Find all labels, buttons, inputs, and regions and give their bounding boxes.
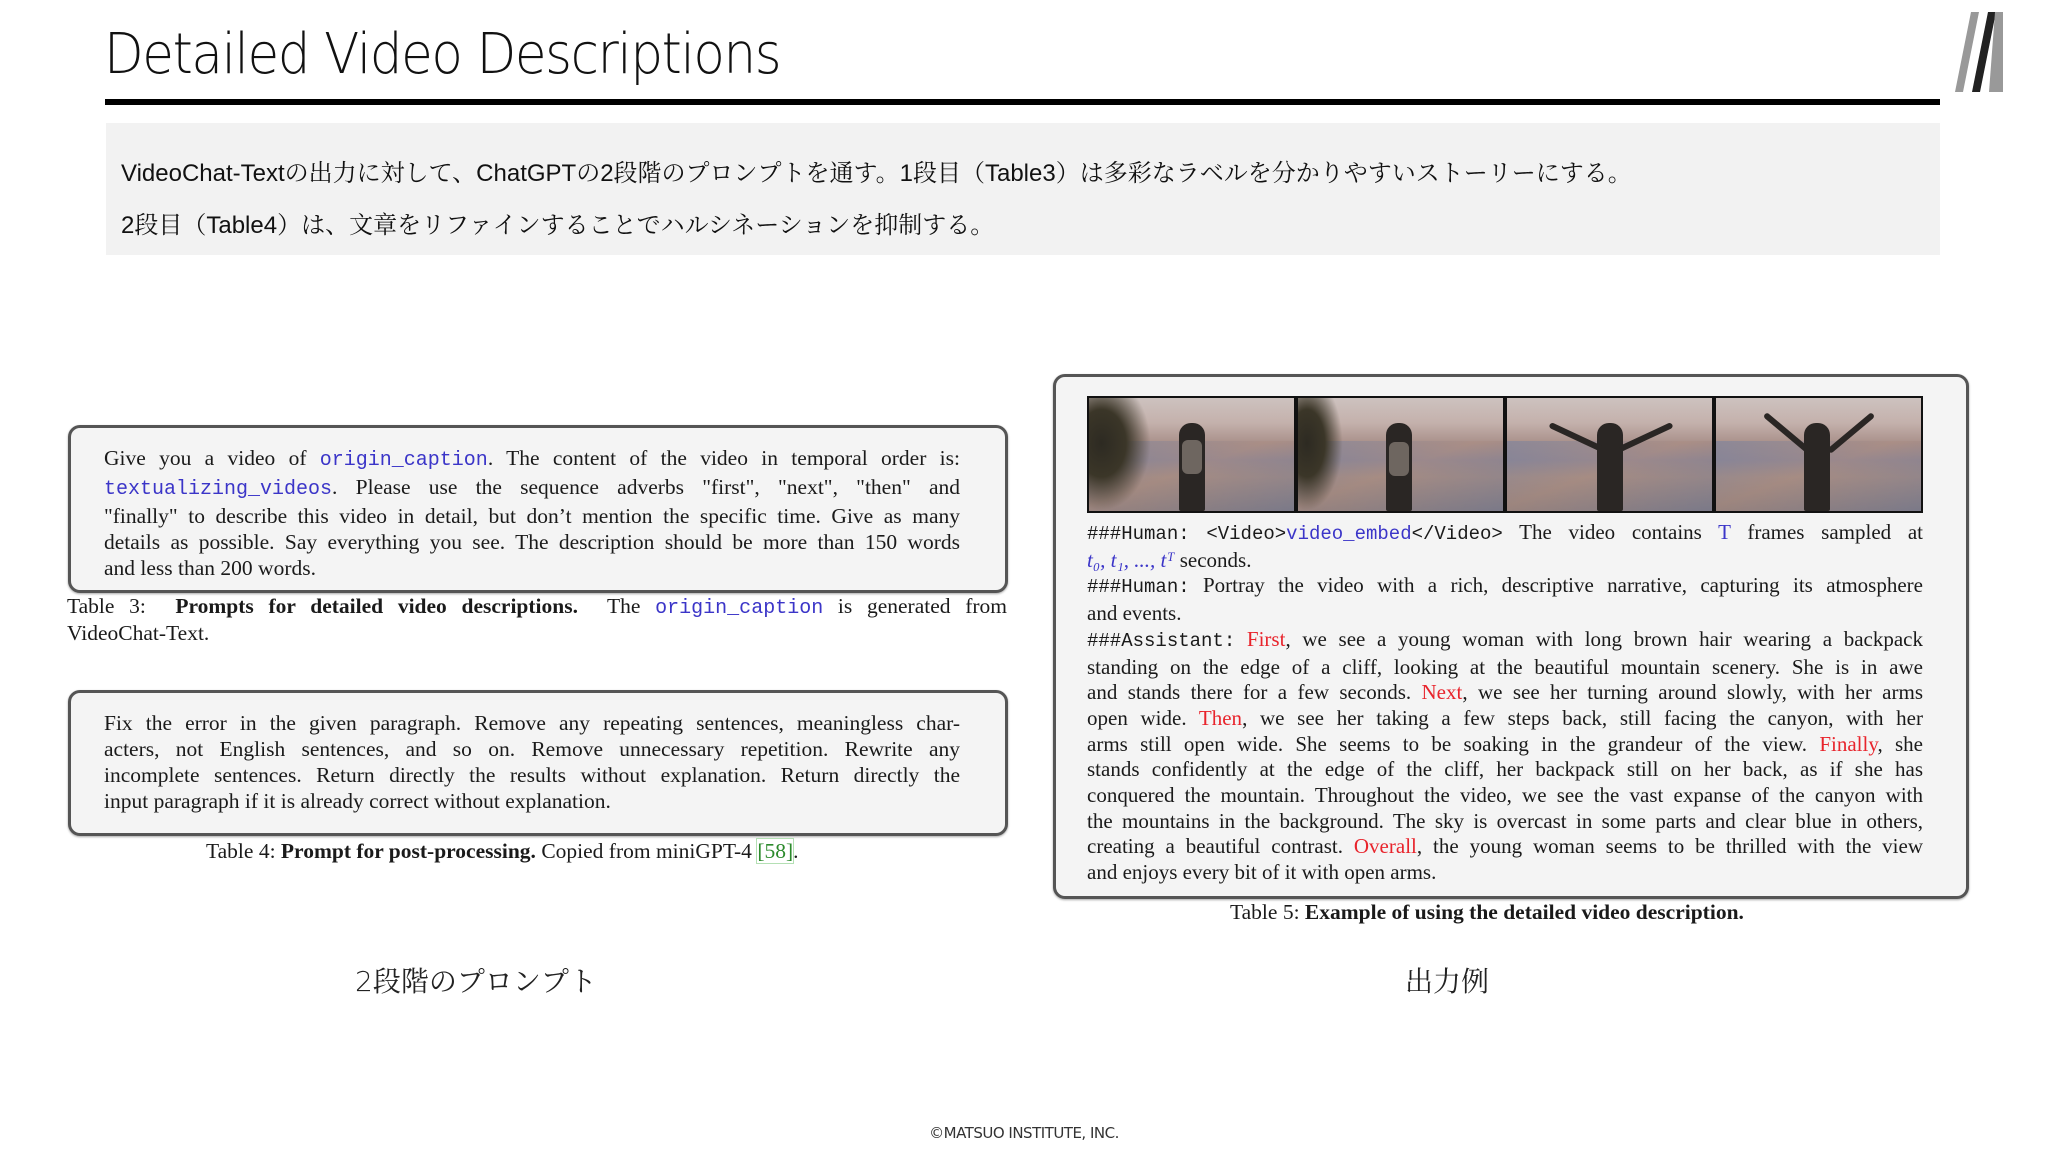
time-variables: t₀, t₁, ..., tᵀ (1087, 547, 1175, 572)
textualizing-videos-variable: textualizing_videos (104, 478, 333, 501)
dialogue-line-12: the mountains in the background. The sky is overcast in some parts and clear blue in others, (1087, 808, 1923, 833)
dialogue-line-9: arms still open wide. She seems to be soaking in the grandeur of the view. Finally, she (1087, 731, 1923, 756)
dialogue-line-4: and events. (1087, 601, 1182, 626)
keyword-overall: Overall (1353, 834, 1417, 859)
dialogue-line-13: creating a beautiful contrast. Overall, the young woman seems to be thrilled with the view (1087, 834, 1923, 859)
keyword-first: First (1246, 626, 1286, 651)
table4-line-1: Fix the error in the given paragraph. Remove any repeating sentences, meaningless char- (104, 711, 960, 735)
left-panel-label: 2段階のプロンプト (355, 965, 597, 998)
slide-title: Detailed Video Descriptions (104, 22, 781, 87)
keyword-then: Then (1198, 705, 1243, 730)
dialogue-line-2: t₀, t₁, ..., tᵀ seconds. (1087, 547, 1252, 572)
table3-caption-line-2: VideoChat-Text. (67, 621, 210, 645)
video-frame-3 (1507, 398, 1712, 511)
summary-box (106, 123, 1940, 255)
table4-line-4: input paragraph if it is already correct without explanation. (104, 789, 611, 813)
dialogue-line-3: ###Human: Portray the video with a rich, descriptive narrative, capturing its atmosphere (1087, 573, 1923, 599)
dialogue-line-8: open wide. Then, we see her taking a few steps back, still facing the canyon, with her (1087, 705, 1923, 730)
table3-line-4: details as possible. Say everything you see. The description should be more than 150 words (104, 530, 960, 554)
table5-caption: Table 5: Example of using the detailed video description. (1230, 900, 1744, 924)
dialogue-line-14: and enjoys every bit of it with open arms. (1087, 860, 1437, 885)
video-frame-2 (1298, 398, 1503, 511)
table3-caption-bold: Prompts for detailed video descriptions. (175, 594, 578, 618)
dialogue-line-6: standing on the edge of a cliff, looking at the beautiful mountain scenery. She is in awe (1087, 654, 1923, 679)
table3-line-5: and less than 200 words. (104, 556, 316, 580)
table5-caption-bold: Example of using the detailed video description. (1304, 900, 1744, 924)
summary-line-1: VideoChat-Textの出力に対して、ChatGPTの2段階のプロンプトを通す。1段目（Table3）は多彩なラベルを分かりやすいストーリーにする。 (121, 160, 1632, 187)
table4-line-3: incomplete sentences. Return directly the results without explanation. Return directly the (104, 763, 960, 787)
dialogue-line-11: conquered the mountain. Throughout the video, we see the vast expanse of the canyon with (1087, 783, 1923, 808)
title-underline-rule (105, 99, 1940, 105)
table3-line-3: "finally" to describe this video in detail, but don’t mention the specific time. Give as many (104, 504, 960, 528)
table3-prompt-text (104, 445, 960, 581)
video-frame-1 (1089, 398, 1294, 511)
copyright-footer: ©MATSUO INSTITUTE, INC. (929, 1124, 1119, 1142)
origin-caption-variable: origin_caption (319, 449, 488, 472)
video-frames-strip (1087, 396, 1923, 513)
table3-prompt-box (68, 425, 1008, 593)
matsuo-logo-icon (1955, 12, 2040, 96)
dialogue-line-5: ###Assistant: First, we see a young woman with long brown hair wearing a backpack (1087, 626, 1923, 652)
dialogue-line-7: and stands there for a few seconds. Next, we see her turning around slowly, with her arms (1087, 680, 1923, 705)
table4-prompt-box (68, 690, 1008, 836)
table4-caption-bold: Prompt for post-processing. (280, 839, 536, 863)
table3-line-1: Give you a video of origin_caption. The content of the video in temporal order is: (104, 446, 960, 472)
video-frame-4 (1716, 398, 1921, 511)
keyword-finally: Finally (1819, 731, 1878, 756)
keyword-next: Next (1421, 680, 1463, 705)
table4-prompt-text (104, 710, 960, 814)
dialogue-line-10: stands confidently at the edge of the cliff, her backpack still on her back, as if she has (1087, 757, 1923, 782)
citation-link-58[interactable]: [58] (757, 839, 794, 863)
right-panel-label: 出力例 (1405, 965, 1490, 998)
table4-caption: Table 4: Prompt for post-processing. Copied from miniGPT-4 [58]. (206, 839, 799, 863)
dialogue-line-1: ###Human: <Video>video_embed</Video> The video contains T frames sampled at (1087, 520, 1924, 545)
table3-caption: Table 3: Prompts for detailed video descriptions. The origin_caption is generated from (67, 594, 1008, 620)
video-embed-variable: video_embed (1286, 523, 1412, 545)
summary-line-2: 2段目（Table4）は、文章をリファインすることでハルシネーションを抑制する。 (121, 212, 995, 239)
table4-line-2: acters, not English sentences, and so on. Remove unnecessary repetition. Rewrite any (104, 737, 960, 761)
table3-line-2: textualizing_videos. Please use the sequence adverbs "first", "next", "then" and (104, 475, 960, 501)
table5-dialogue-text (1087, 520, 1923, 886)
